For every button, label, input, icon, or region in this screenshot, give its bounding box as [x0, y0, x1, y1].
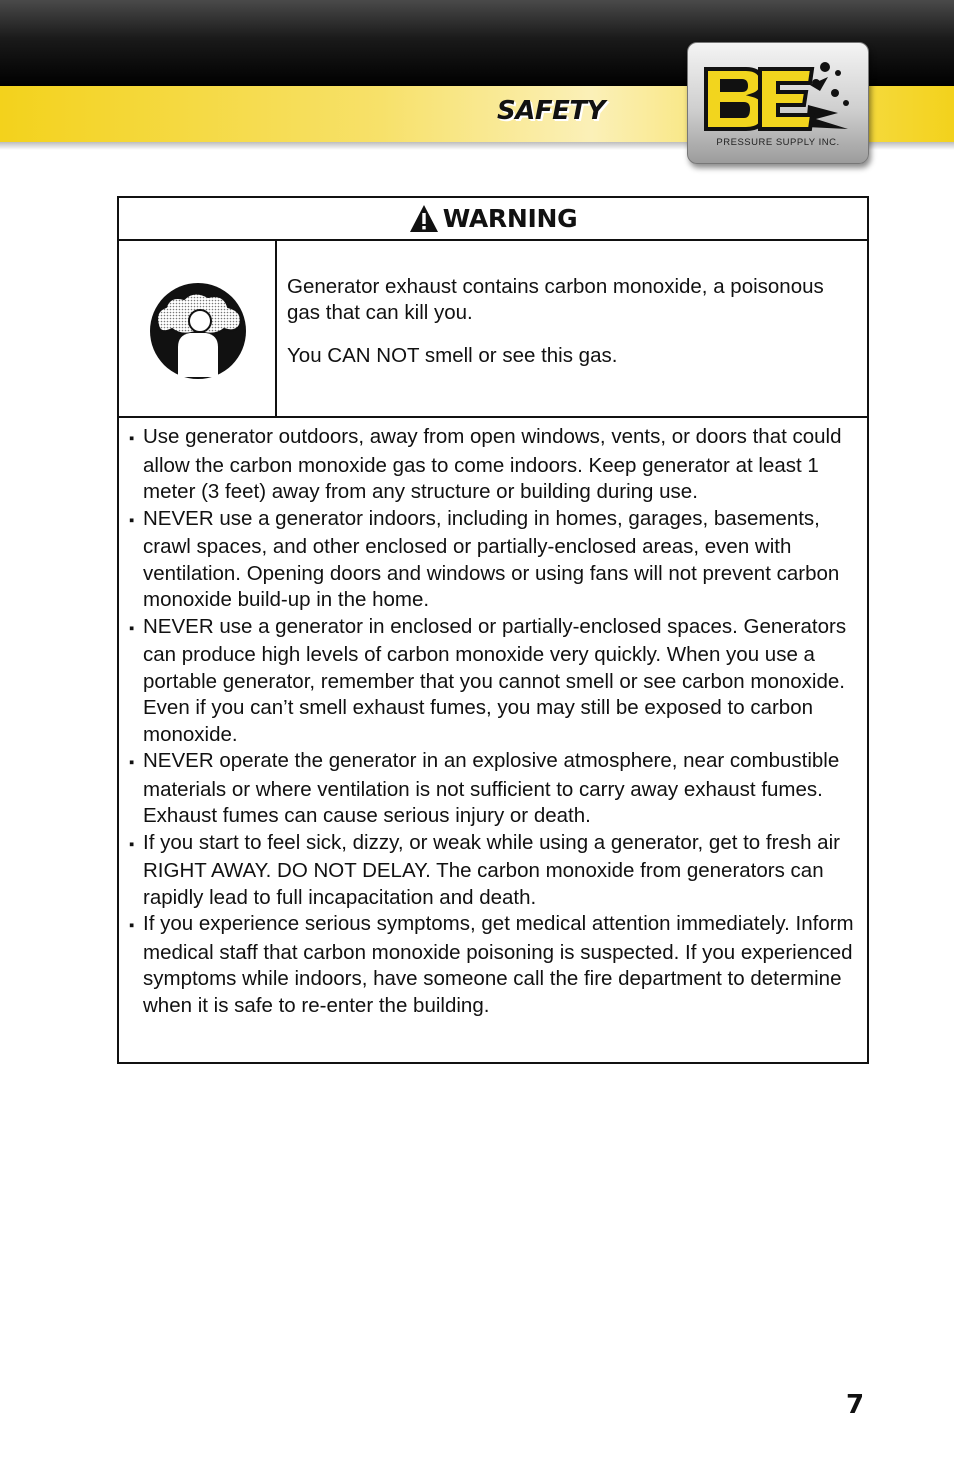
list-item: ▪ If you start to feel sick, dizzy, or weak while using a generator, get to fresh air RIGHT AWAY. DO NOT DELAY. The carbon monoxide from generators can rapidly lead to full incapacitation and death.	[129, 830, 864, 912]
page-number: 7	[846, 1390, 865, 1420]
section-title: SAFETY	[497, 96, 605, 126]
warning-box	[117, 196, 869, 1064]
company-logo	[687, 42, 869, 164]
warning-header	[119, 198, 867, 241]
safety-instructions-list	[129, 424, 864, 1019]
list-item: ▪ NEVER operate the generator in an explosive atmosphere, near combustible materials or where ventilation is not sufficient to carry away exhaust fumes. Exhaust fumes can cause serious injury or death.	[129, 748, 864, 830]
list-item: ▪ NEVER use a generator in enclosed or partially-enclosed spaces. Generators can produce high levels of carbon monoxide very quickly. When you use a portable generator, remember that you cannot smell or see carbon monoxide. Even if you can’t smell exhaust fumes, you may still be exposed to carbon monoxide.	[129, 614, 864, 749]
warning-hazard-row	[119, 241, 867, 418]
list-item: ▪ NEVER use a generator indoors, including in homes, garages, basements, crawl spaces, and other enclosed or partially-enclosed areas, even with ventilation. Opening doors and windows or using fans will not prevent carbon monoxide build-up in the home.	[129, 506, 864, 614]
logo-subtitle: PRESSURE SUPPLY INC.	[716, 137, 840, 148]
warning-label: WARNING	[442, 204, 578, 233]
hazard-icon-cell	[119, 241, 277, 416]
hazard-statement	[287, 274, 857, 386]
hazard-statement-line: Generator exhaust contains carbon monoxide, a poisonous gas that can kill you.	[287, 275, 824, 324]
list-item: ▪ If you experience serious symptoms, get medical attention immediately. Inform medical staff that carbon monoxide poisoning is suspected. If you experienced symptoms while indoors, have someone call the fire department to determine when it is safe to re-enter the building.	[129, 911, 864, 1019]
hazard-statement-line: You CAN NOT smell or see this gas.	[287, 344, 618, 367]
warning-triangle-icon	[409, 204, 439, 234]
list-item: ▪ Use generator outdoors, away from open windows, vents, or doors that could allow the carbon monoxide gas to come indoors. Keep generator at least 1 meter (3 feet) away from any structure or building during use.	[129, 424, 864, 506]
carbon-monoxide-hazard-icon	[148, 281, 248, 381]
